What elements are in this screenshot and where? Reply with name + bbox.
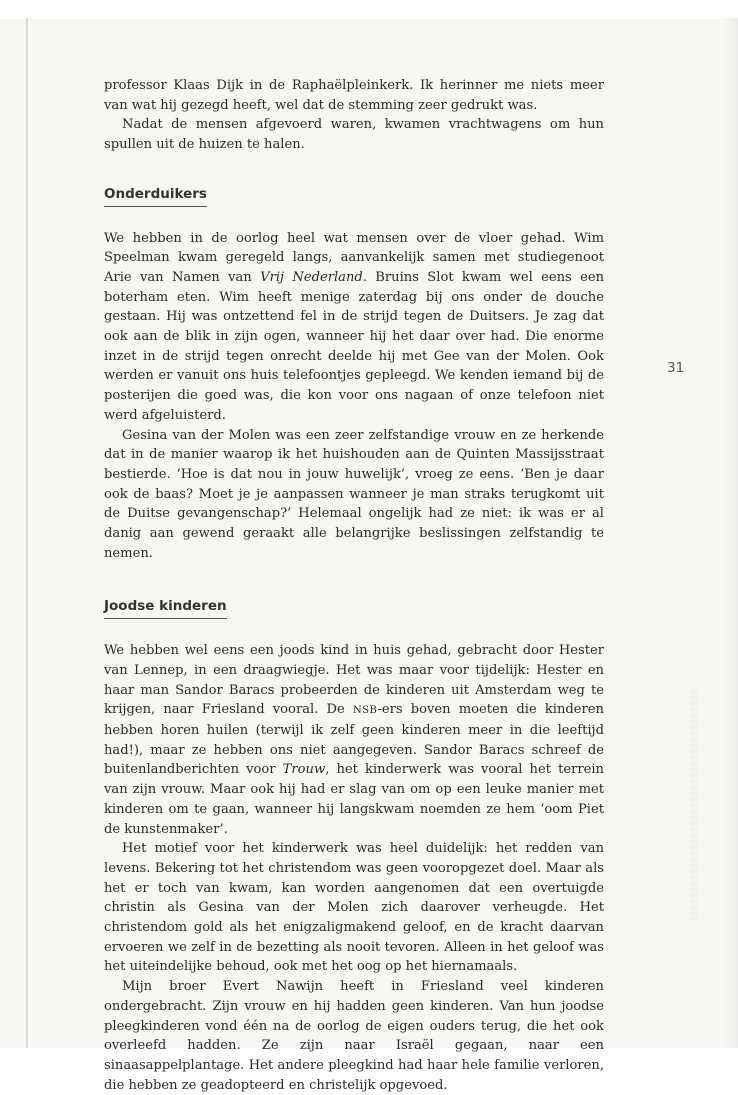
text-run: We hebben wel eens een joods kind in huis gehad, gebracht door Hester van Lennep, in een draagwiegje. Het was maar voor tijdelijk: Hester en haar man Sandor Baracs probeerden de kinderen uit Amsterdam weg te krijgen, naar Friesland vooral. De	[104, 643, 604, 718]
section-heading-joodse-kinderen: Joodse kinderen	[104, 597, 227, 619]
paragraph: Gesina van der Molen was een zeer zelfstandige vrouw en ze herkende dat in de manier waarop ik het huishouden aan de Quinten Massijsstraat bestierde. ‘Hoe is dat nou in jouw huwelijk’, vroeg ze eens. ‘Ben je daar ook de baas? Moet je je aanpassen wanneer je man straks terugkomt uit de Duitse gevangenschap?’ Helemaal ongelijk had ze niet: ik was er al danig aan gewend geraakt alle belangrijke beslissingen zelfstandig te nemen.	[104, 427, 604, 561]
publication-title: Vrij Nederland	[260, 269, 363, 285]
abbreviation: NSB	[352, 705, 378, 717]
section-heading-block	[104, 597, 604, 619]
text-run: We hebben in de oorlog heel wat mensen over de vloer gehad. Wim Speelman kwam geregeld langs, aanvankelijk samen met studiegenoot Arie van Namen van	[104, 230, 604, 285]
body-text	[104, 76, 604, 1095]
paragraph: Nadat de mensen afgevoerd waren, kwamen vrachtwagens om hun spullen uit de huizen te halen.	[104, 117, 604, 153]
page-gutter-line	[26, 18, 28, 1048]
section-heading-onderduikers: Onderduikers	[104, 185, 207, 207]
page-edge-shadow	[724, 18, 738, 1048]
text-run: -ers boven moeten die kinderen hebben horen huilen (terwijl ik zelf geen kinderen meer in die leeftijd had!), maar ze hebben ons niet aangegeven. Sandor Baracs schreef de buitenlandberichten voor	[104, 702, 604, 778]
paragraph: Mijn broer Evert Nawijn heeft in Friesland veel kinderen ondergebracht. Zijn vrouw en hij hadden geen kinderen. Van hun joodse pleegkinderen vond één na de oorlog de eigen ouders terug, die het ook overleefd hadden. Ze zijn naar Israël gegaan, naar een sinaasappelplantage. Het andere pleegkind had haar hele familie verloren, die hebben ze geadopteerd en christelijk opgevoed.	[104, 979, 604, 1093]
paragraph: Het motief voor het kinderwerk was heel duidelijk: het redden van levens. Bekering tot het christendom was geen vooropgezet doel. Maar als het er toch van kwam, kan worden aangenomen dat een overtuigde christin als Gesina van der Molen zich daarover verheugde. Het christendom gold als het enigzaligmakend geloof, en de kracht daarvan ervoeren we zelf in de bezetting als nooit tevoren. Alleen in het geloof was het uiteindelijke behoud, ook met het oog op het hiernamaals.	[104, 841, 604, 975]
text-run: . Bruins Slot kwam wel eens een boterham eten. Wim heeft menige zaterdag bij ons onder de douche gestaan. Hij was ontzettend fel in de strijd tegen de Duitsers. Je zag dat ook aan de blik in zijn ogen, wanneer hij het daar over had. Die enorme inzet in de strijd tegen onrecht deelde hij met Gee van der Molen. Ook werden er vanuit ons huis telefoontjes gepleegd. We kenden iemand bij de posterijen die goed was, die kon voor ons nagaan of onze telefoon niet werd afgeluisterd.	[104, 269, 604, 423]
section-heading-block	[104, 185, 604, 207]
text-run: , het kinderwerk was vooral het terrein van zijn vrouw. Maar ook hij had er slag van om op een leuke manier met kinderen om te gaan, wanneer hij langskwam noemden ze hem ‘oom Piet de kunstenmaker’.	[104, 762, 604, 837]
paragraph: professor Klaas Dijk in de Raphaëlpleinkerk. Ik herinner me niets meer van wat hij gezegd heeft, wel dat de stemming zeer gedrukt was.	[104, 78, 604, 113]
show-through-text	[690, 690, 698, 920]
paragraph	[104, 641, 604, 839]
publication-title: Trouw	[282, 762, 326, 778]
paragraph	[104, 229, 604, 426]
page-number: 31	[667, 360, 685, 376]
